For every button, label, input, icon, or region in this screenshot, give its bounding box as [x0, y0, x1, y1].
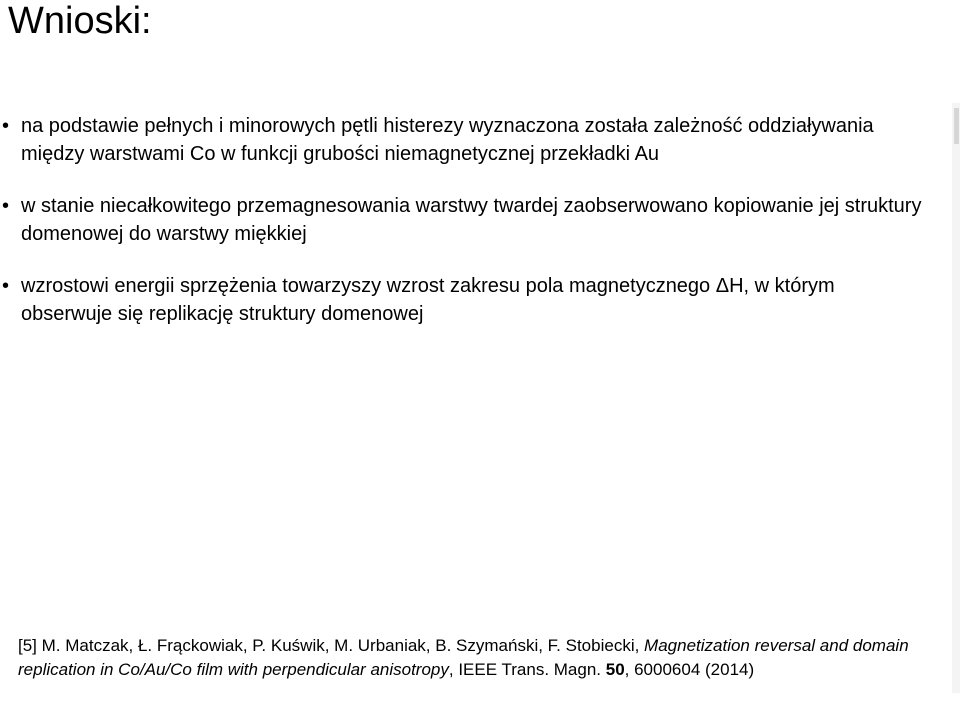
citation-pages: , 6000604 (2014)	[624, 660, 755, 679]
scrollbar-track[interactable]	[952, 103, 960, 693]
scrollbar-thumb[interactable]	[954, 108, 959, 144]
bullet-dot-icon: •	[2, 115, 10, 137]
list-item	[0, 192, 930, 248]
bullet-text: na podstawie pełnych i minorowych pętli histerezy wyznaczona została zależność oddziaływania między warstwami Co w funkcji grubości niemagnetycznej przekładki Au	[21, 115, 874, 165]
bullet-text: wzrostowi energii sprzężenia towarzyszy wzrost zakresu pola magnetycznego ΔH, w którym obserwuje się replikację struktury domenowej	[21, 275, 835, 325]
bullet-dot-icon: •	[2, 195, 10, 217]
page-title: Wnioski:	[8, 0, 152, 42]
citation-volume: 50	[605, 660, 625, 679]
bullet-dot-icon: •	[2, 275, 10, 297]
citation-journal: , IEEE Trans. Magn.	[448, 660, 606, 679]
list-item	[0, 112, 930, 168]
citation-article-title: Magnetization reversal and domain replication in Co/Au/Co film with perpendicular anisotropy	[18, 636, 909, 679]
list-item	[0, 272, 930, 328]
conclusions-list	[0, 112, 930, 352]
bullet-text: w stanie niecałkowitego przemagnesowania warstwy twardej zaobserwowano kopiowanie jej struktury domenowej do warstwy miękkiej	[21, 195, 922, 245]
citation-authors: [5] M. Matczak, Ł. Frąckowiak, P. Kuświk, M. Urbaniak, B. Szymański, F. Stobiecki,	[18, 636, 645, 655]
citation	[18, 634, 948, 682]
